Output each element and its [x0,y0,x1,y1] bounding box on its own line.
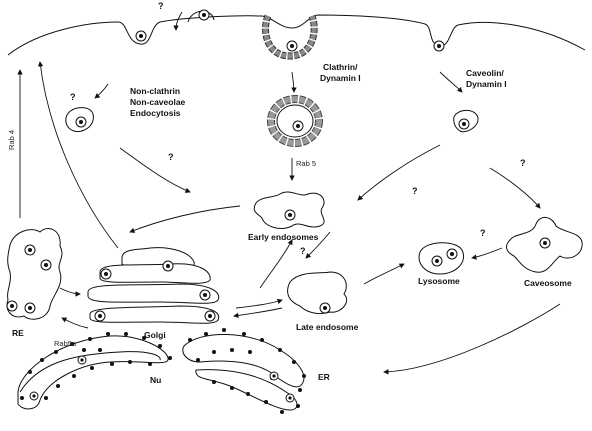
arrow-up-surface [176,12,182,30]
caveolae-pit [434,41,444,51]
nonclathrin-vesicle [66,108,94,132]
arrow-caveolar-to-caveosome [490,168,540,208]
label-caveolin-2: Dynamin I [466,79,507,89]
question-mark: ? [70,92,76,102]
label-rab4: Rab 4 [7,129,16,150]
label-golgi: Golgi [144,330,166,340]
arrow-golgi-to-re [62,318,88,328]
question-mark: ? [300,246,306,256]
label-caveolin-1: Caveolin/ [466,68,504,78]
label-rab5a: Rab5a [54,339,77,348]
endoplasmic-reticulum-right [183,328,306,414]
label-clathrin-2: Dynamin I [320,73,361,83]
arrow-caveosome-to-lysosome [472,248,502,258]
arrow-re-to-golgi [60,288,80,294]
nucleus-er-left [18,332,172,409]
question-mark: ? [168,152,174,162]
label-re: RE [12,328,24,338]
golgi-apparatus [88,248,219,324]
nonclathrin-pit [136,31,146,41]
arrow-late-to-golgi [234,308,282,316]
label-er: ER [318,372,330,382]
arrow-golgi-to-membrane [40,62,118,248]
early-endosome [254,192,324,228]
arrow-late-to-lysosome [364,264,404,284]
arrow-nonclathrin-to-early [120,148,190,192]
arrow-caveolar-to-early [358,145,440,200]
label-caveosome: Caveosome [524,278,572,288]
label-late-endosome: Late endosome [296,322,359,332]
arrow-caveosome-to-er [384,304,560,372]
question-mark: ? [480,228,486,238]
question-mark: ? [412,186,418,196]
label-early-endosomes: Early endosomes [248,232,319,242]
arrow-early-to-golgi [130,206,240,232]
arrow-pit-to-nonclathrin-vesicle [95,84,108,98]
label-nu: Nu [150,375,162,385]
caveolar-vesicle [454,110,478,131]
recycling-endosome [7,228,62,319]
surface-cargo [188,10,214,22]
caveosome [507,217,583,272]
label-rab5: Rab 5 [296,159,317,168]
arrow-caveolae-to-vesicle [440,72,462,92]
label-lysosome: Lysosome [418,276,460,286]
arrow-late-to-early [260,240,292,288]
arrow-golgi-to-late [236,300,282,308]
question-mark: ? [158,1,164,11]
label-nonclathrin-3: Endocytosis [130,108,181,118]
clathrin-coated-vesicle [271,99,319,143]
label-nonclathrin-2: Non-caveolae [130,97,186,107]
label-clathrin-1: Clathrin/ [323,62,358,72]
lysosome [419,243,463,274]
arrow-clathrin-pit-to-vesicle [292,72,294,92]
label-nonclathrin-1: Non-clathrin [130,86,181,96]
late-endosome [288,272,347,314]
question-mark: ? [520,158,526,168]
clathrin-coated-pit [266,16,315,56]
